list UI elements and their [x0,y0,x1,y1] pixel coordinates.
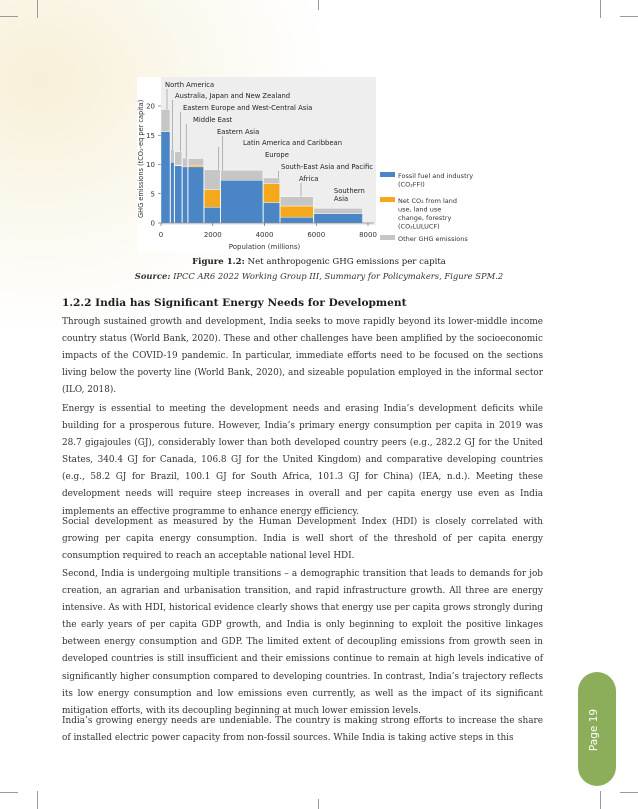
bar-lulucf [263,184,279,203]
y-tick-label: 20 [146,102,155,111]
bar-ffi [263,203,279,223]
region-label: Eastern Europe and West-Central Asia [183,104,313,112]
crop-mark-top-right-h [620,16,638,17]
section-heading: 1.2.2 India has Significant Energy Needs for Development [62,297,407,309]
crop-mark-top-left-h [0,16,18,17]
legend-label-ffi: (CO₂FFI) [398,180,425,189]
x-tick-label: 8000 [359,231,377,239]
legend-swatch-other [380,235,395,240]
bar-ffi [204,207,220,223]
legend-swatch-lulucf [380,197,395,202]
x-axis-title: Population (millions) [228,243,301,251]
region-label: Middle East [193,116,233,124]
x-tick-label: 0 [158,231,164,239]
figure-source [0,271,638,281]
bar-other [314,208,363,213]
legend-label-lulucf: (CO₂LULUCF) [398,222,440,231]
bar-lulucf [280,206,313,217]
x-tick-label: 2000 [203,231,222,239]
region-label: North America [165,81,215,89]
legend-label-other: Other GHG emissions [398,235,468,243]
region-label: Europe [265,151,289,159]
bar-other [175,152,182,165]
bar-ffi [182,167,187,223]
bar-ffi [280,217,313,223]
bar-other [171,149,175,162]
bar-lulucf [204,190,220,208]
bar-other [182,158,187,167]
region-label: Eastern Asia [217,128,260,136]
bar-ffi [221,180,263,223]
bar-other [221,170,263,180]
caption-label: Figure 1.2: [192,257,245,267]
bar-ffi [161,132,170,223]
legend-label-ffi: Fossil fuel and industry [398,172,474,180]
figure-container [137,77,512,252]
paragraph-5: India’s growing energy needs are undeniable. The country is making strong efforts to increase the share of installed electric power capacity from non-fossil sources. While India is taking active steps in this [62,716,543,744]
bar-other [161,110,170,132]
x-tick-label: 6000 [307,231,326,239]
crop-mark-mid-top [318,0,319,10]
region-label: South-East Asia and Pacific [281,163,373,171]
crop-mark-bottom-left-v [37,791,38,809]
emissions-chart [137,77,512,252]
x-tick-label: 4000 [255,231,274,239]
paragraph-1: Through sustained growth and development, India seeks to move rapidly beyond its lower-middle income country status (World Bank, 2020). These and other challenges have been amplified by the socioeconomic impacts of the COVID-19 pandemic. In particular, immediate efforts need to be focused on the sections living below the poverty line (World Bank, 2020), and sizeable population employed in the informal sector (ILO, 2018). [62,317,543,396]
paragraph-4: Second, India is undergoing multiple transitions – a demographic transition that leads to demands for job creation, an agrarian and urbanisation transition, and rapid infrastructure growth. All three are energy intensive. As with HDI, historical evidence clearly shows that energy use per capita grows strongly during the early years of per capita GDP growth, and India is only beginning to exploit the positive linkages between energy consumption and GDP. The limited extent of decoupling emissions from growth seen in developed countries is still insufficient and their emissions continue to remain at high levels indicative of significantly higher consumption compared to developing countries. In contrast, India’s trajectory reflects its low energy consumption and low emissions even currently, as well as the impact of its significant mitigation efforts, with its decoupling beginning at much lower emission levels. [62,569,543,716]
figure-caption [0,257,638,267]
region-label: Asia [333,195,349,203]
region-label: Southern [333,187,365,195]
bar-other [188,159,203,165]
bar-lulucf [188,165,203,167]
region-label: Australia, Japan and New Zealand [175,92,291,100]
bar-ffi [171,162,175,223]
y-axis-title: GHG emissions (tCO₂-eq per capita) [137,99,145,218]
bar-other [204,170,220,190]
crop-mark-top-left-v [37,0,38,18]
y-tick-label: 15 [146,131,155,140]
crop-mark-bottom-right-v [600,791,601,809]
bar-other [263,178,279,184]
legend-label-lulucf: change, forestry [398,214,452,222]
paragraph-2: Energy is essential to meeting the development needs and erasing India’s development deficits while building for a prosperous future. However, India’s primary energy consumption per capita in 2019 was 28.7 gigajoules (GJ), considerably lower than both developed country peers (e.g., 282.2 GJ for the United States, 340.4 GJ for Canada, 106.8 GJ for the United Kingdom) and comparative developing countries (e.g., 58.2 GJ for Brazil, 100.1 GJ for South Africa, 101.3 GJ for China) (IEA, n.d.). Meeting these development needs will require steep increases in overall and per capita energy use even as India implements an effective programme to enhance energy efficiency. [62,404,543,517]
bar-other [280,197,313,206]
crop-mark-mid-bottom [318,799,319,809]
bar-ffi [314,214,363,223]
bar-ffi [188,167,203,223]
region-label: Africa [299,175,319,183]
crop-mark-bottom-left-h [0,792,18,793]
y-tick-label: 5 [150,190,155,199]
bar-ffi [175,166,182,223]
caption-text: Net anthropogenic GHG emissions per capita [244,257,446,267]
legend-swatch-ffi [380,172,395,177]
region-label: Latin America and Caribbean [243,139,342,147]
legend-label-lulucf: use, land use [398,205,442,214]
y-tick-label: 10 [146,161,155,169]
page-number: Page 19 [588,708,600,752]
source-label: Source: [134,271,171,281]
crop-mark-top-right-v [600,0,601,18]
paragraph-3: Social development as measured by the Human Development Index (HDI) is closely correlated with growing per capita energy consumption. India is well short of the threshold of per capita energy consumption required to reach an acceptable national level HDI. [62,517,543,562]
source-text: IPCC AR6 2022 Working Group III, Summary for Policymakers, Figure SPM.2 [170,271,504,281]
legend-label-lulucf: Net CO₂ from land [398,197,458,205]
crop-mark-bottom-right-h [620,792,638,793]
y-tick-label: 0 [150,219,155,228]
